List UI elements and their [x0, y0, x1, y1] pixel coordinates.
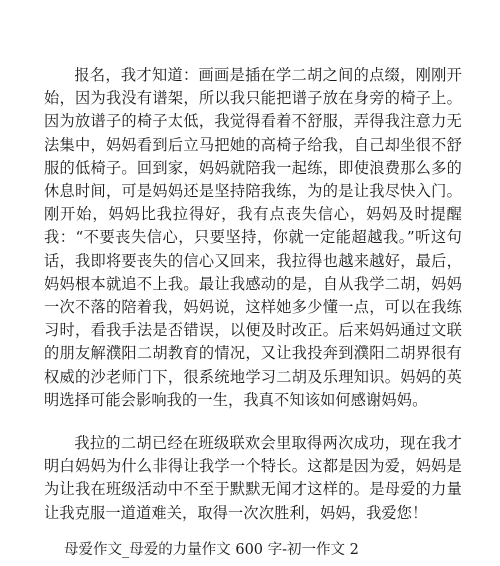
- paragraph-mother-erhu-story: 报名，我才知道：画画是插在学二胡之间的点缀，刚刚开始，因为我没有谱架，所以我只能把谱子放在身旁的椅子上。因为放谱子的椅子太低，我觉得看着不舒服，弄得我注意力无法集中，妈妈看到后立马把她的高椅子给我，自己却坐很不舒服的低椅子。回到家，妈妈就陪我一起练，即使浪费那么多的休息时间，可是妈妈还是坚持陪我练，为的是让我尽快入门。刚开始，妈妈比我拉得好，我有点丧失信心，妈妈及时提醒我：“不要丧失信心，只要坚持，你就一定能超越我。”听这句话，我即将要丧失的信心又回来，我拉得也越来越好，最后，妈妈根本就追不上我。最让我感动的是，自从我学二胡，妈妈一次不落的陪着我，妈妈说，这样她多少懂一点，可以在我练习时，看我手法是否错误，以便及时改正。后来妈妈通过文联的朋友解濮阳二胡教育的情况，又让我投奔到濮阳二胡界很有权威的沙老师门下，很系统地学习二胡及乐理知识。妈妈的英明选择可能会影响我的一生，我真不知该如何感谢妈妈。: [44, 66, 462, 409]
- next-article-title: 母爱作文_母爱的力量作文 600 字-初一作文 2: [64, 542, 359, 558]
- paragraph-conclusion: 我拉的二胡已经在班级联欢会里取得两次成功，现在我才明白妈妈为什么非得让我学一个特长。这都是因为爱，妈妈是为让我在班级活动中不至于默默无闻才这样的。是母爱的力量让我克服一道道难关，取得一次次胜利，妈妈，我爱您！: [44, 434, 462, 522]
